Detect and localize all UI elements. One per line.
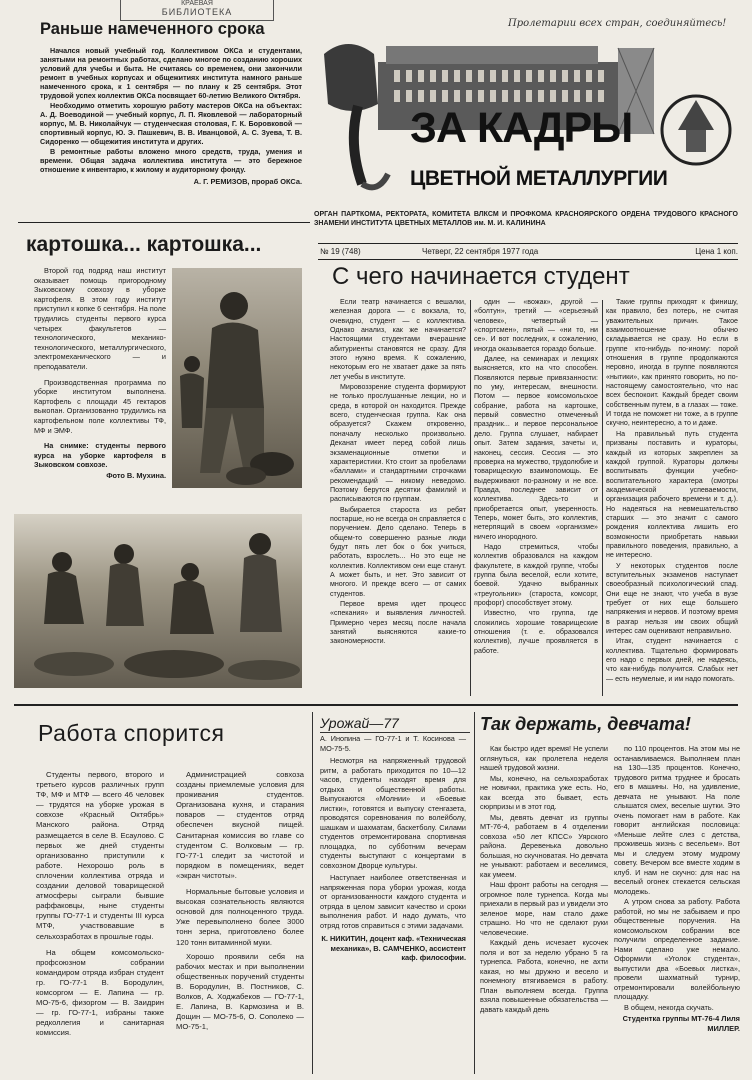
article-girls-col2-p2: А утром снова за работу. Работа работой, но мы не забываем и про общественные поручения. На комсомольском собрании все получили определенное задание. Нами сделано уже немало. Оформили «Уголок студента», выпустили два «Боевых листка», провели шахматный турнир, отремонтировали волейбольную площадку.: [614, 897, 740, 1001]
photo-potato-harvest-2: [14, 514, 302, 688]
issue-rule-bottom: [318, 259, 738, 260]
masthead-subtitle: ОРГАН ПАРТКОМА, РЕКТОРАТА, КОМИТЕТА ВЛКСМ И ПРОФКОМА КРАСНОЯРСКОГО ОРДЕНА ТРУДОВОГО КРАСНОГО ЗНАМЕНИ ИНСТИТУТА ЦВЕТНЫХ МЕТАЛЛОВ им. М. И. КАЛИНИНА: [314, 211, 738, 228]
article-potato-text: [34, 266, 166, 480]
stamp-line-1: КРАЕВАЯ: [181, 0, 213, 7]
article-student-col2-p1: один — «вожак», другой — «болтун», третий — «серьезный человек», четвертый — «спортсмен», пятый — «ни то, ни се». И вот последних, к сожалению, иногда оказывается гораздо больше.: [474, 298, 598, 353]
stamp-line-2: БИБЛИОТЕКА: [161, 7, 233, 17]
issue-rule-top: [318, 243, 738, 244]
article-student-col3-p4: Итак, студент начинается с коллектива. Тщательно формировать его надо с первых дней, не надеясь, что как-нибудь получится. Слабых нет — есть неумелые, и им надо помогать.: [606, 637, 738, 683]
article-work-col1-p1: Студенты первого, второго и третьего курсов различных групп ТФ, МФ и МТФ — всего 46 человек — трудятся на уборке урожая в совхозе «Красный Октябрь» Манского района. Отряд размещается в селе В. Есаулово. С первых же дней студенты организованно приступили к работе. Нехорошо роль в сплочении коллектива отряда и создании деловой товарищеской атмосферы сыграли бывшие раффаковцы, ныне студенты группы ГО-77-1 и студенты III курса МТФ, участвовавшие в сельхозработах в прошлые годы.: [36, 770, 164, 941]
article-potato-p2: Производственная программа по уборке институтом выполнена. Картофель с площади 45 гектаров выкопан. Организованно трудились на картофельном поле коллективы ТФ, МФ и ЭМФ.: [34, 377, 166, 435]
article-early-title: Раньше намеченного срока: [40, 20, 265, 38]
article-girls-col1-p4: Наш фронт работы на сегодня — огромное поле турнепса. Когда мы приехали в первый раз и увидели это зеленое море, нам стало даже страшно. Но что не сделают руки человеческие.: [480, 880, 608, 937]
article-potato-p1: Второй год подряд наш институт оказывает помощь пригородному Зыковскому совхозу в уборке картофеля. В этом году институт приступил к копке 6 сентября. На поле трудились студенты первого курса четырех факультетов — технологического, механико-технологического, металлургического, электромеханического — и преподаватели.: [34, 266, 166, 371]
photo-potato-harvest-1: [172, 268, 302, 488]
article-girls-col1-p1: Как быстро идет время! Не успели оглянуться, как пролетела неделя нашей трудовой жизни.: [480, 744, 608, 772]
article-harvest-names: А. Инопина — ГО-77-1 и Т. Косинова — МО-75-5.: [320, 734, 466, 753]
article-early-completion: [40, 18, 302, 187]
article-girls-col1-p3: Мы, девять девчат из группы МТ-76-4, работаем в 4 отделении совхоза «50 лет КПСС» Уярского района. Деревенька довольно большая, но скучноватая. Но девчата не унывают: работаем и веселимся, как умеем.: [480, 812, 608, 879]
article-harvest-p1: Несмотря на напряженный трудовой ритм, а работать приходится по 10—12 часов, студенты находят время для отдыха и общественной работы. Выпускаются «Молнии» и «Боевые листки», готовятся и выпуску стенгазета, проводятся соревнования по волейболу, шашкам и шахматам, баскетболу. Силами студентов отремонтирована спортивная площадка, по субботним вечерам студенты выступают с концертами в совхозном Дворце культуры.: [320, 756, 466, 870]
article-early-p2: Необходимо отметить хорошую работу мастеров ОКСа на объектах: А. Д. Воеводиной — учебный корпус, Л. П. Яковлевой — лабораторный корпус, М. В. Николайчук — студенческая столовая, Г. К. Боровковой — спортивный корпус, Ю. Э. Пашкевич, В. В. Иванцовой, А. С. Зуева, Т. В. Сидоренко — общежития института и других.: [40, 101, 302, 146]
column-rule: [474, 712, 475, 1074]
column-rule: [312, 712, 313, 1074]
article-work-col1: [36, 770, 164, 1039]
masthead-title-line1: ЗА КАДРЫ: [410, 104, 633, 152]
article-harvest-text: [320, 734, 466, 963]
article-girls-signature: Студентка группы МТ-76-4 Лиля МИЛЛЕР.: [622, 1014, 740, 1033]
article-work-col2-p1: Администрацией совхоза созданы приемлемые условия для проживания студентов. Организована кухня, и старания поваров — студентов отряд обеспечен вкусной пищей. Санитарная комиссия во главе со студентом С. Волковым — гр. ГО-77-1 следит за чистотой и порядком в помещениях, ведет «экран чистоты».: [176, 770, 304, 880]
article-work-col2: [176, 770, 304, 1033]
article-student-col1-p1: Если театр начинается с вешалки, железная дорога — с вокзала, то, очевидно, студент — с коллектива. Однако анализ, как же начинается? Настоящими студентами вчерашние абитуриенты становятся не сразу. Для этого нужно время. К сожалению, некоторым его не хватает даже за пять лет учебы в институте.: [330, 298, 466, 381]
article-student-col2: [474, 298, 598, 657]
issue-line: [318, 246, 738, 258]
article-work-col1-p2: На общем комсомольско-профсоюзном собрании командиром отряда избран студент гр. ГО-77-1 В. Бородулин, комсоргом — Е. Лапина — гр. МО-75-6, физоргом — В. Заидрин — гр. ГО-77-1, избраны также редколлегия и санитарная комиссия.: [36, 947, 164, 1038]
article-girls-col1-p5: Каждый день исчезает кусочек поля и вот за неделю убрано 5 га турнепса. Работа, конечно, не ахти какая, но мы дружно и весело и понемногу втягиваемся в работу. План выполняем всегда. Группа взяла повышенные обязательства — давать каждый день: [480, 938, 608, 1014]
article-early-p3: В ремонтные работы вложено много средств, труда, умения и времени. Общая задача коллектива института — это бережное отношение к инвентарю, к жилому и аудиторному фонду.: [40, 147, 302, 174]
motto: Пролетарии всех стран, соединяйтесь!: [508, 18, 727, 29]
masthead: [314, 14, 738, 240]
article-girls-col2-p3: В общем, некогда скучать.: [624, 1002, 714, 1012]
article-student-col3-p2: На правильный путь студента призваны поставить и кураторы, каждый из которых закреплен за каждой группой. Кураторы должны воспитывать функции учебно-воспитательного характера (смотры академической успеваемости, организация рабочего времени и т. д.). Но надеяться на невмешательство старших — это значит с самого рождения коллектива лишить его возможности приобретать навыки правильного поведения, правильно, а не интересно.: [606, 429, 738, 560]
article-student-col3: [606, 298, 738, 685]
article-girls-col2: [614, 744, 740, 1033]
article-harvest-signature: К. НИКИТИН, доцент каф. «Техническая механика», В. САМЧЕНКО, ассистент каф. философии.: [321, 934, 466, 962]
article-student-col2-p3: Надо стремиться, чтобы коллектив образовался на каждом факультете, в каждой группе, чтобы группа была веселой, если хотите, боевой. Удачно выбранных «треугольник» (староста, комсорг, профорг) способствует этому.: [474, 542, 598, 607]
issue-price: Цена 1 коп.: [695, 247, 738, 256]
article-harvest-title: Урожай—77: [320, 714, 470, 733]
column-rule: [602, 300, 603, 696]
article-harvest-p2: Наступает наиболее ответственная и напряженная пора уборки урожая, когда от организованности каждого студента и отряда в целом зависит качество и сроки выполнения работ. И надо думать, что отряд готов справиться с этими задачами.: [320, 873, 466, 930]
issue-date: Четверг, 22 сентября 1977 года: [422, 247, 539, 256]
column-rule: [470, 300, 471, 696]
article-student-title: С чего начинается студент: [332, 263, 630, 290]
article-student-col2-p4: Известно, что группа, где сложились хорошие товарищеские отношения (т. е. образовался коллектив), лучше проявляется в работе.: [474, 609, 598, 655]
article-student-col3-p3: У некоторых студентов после вступительных экзаменов наступает своеобразный психологический спад. Они еще не знают, что учеба в вузе требует от них еще большего напряжения и нервов. И поэтому время в разгар нельзя им своих общий интерес сам оценивают неправильно.: [606, 561, 738, 636]
article-student-col1-p2: Мировоззрение студента формируют не только прослушанные лекции, но и среда, в которой он находится. Прежде всего, студенческая группа. Как она образуется? Скажем откровенно, поначалу несколько произвольно. Деканат имеет перед собой лишь экзаменационные отметки и характеристики. Кто стоит за пробелами «баллами» и стандартными строчками рекомендаций — никому неведомо. Поэтому берутся десятки фамилий и расписываются по группам.: [330, 383, 466, 504]
article-early-signature: А. Г. РЕМИЗОВ, прораб ОКСа.: [193, 177, 302, 186]
article-student-col1-p4: Первое время идет процесс «спекания» и выявления личностей. Примерно через месяц после начала занятий выясняются какие-то закономерности.: [330, 600, 466, 646]
article-potato-photo-credit: Фото В. Мухина.: [106, 470, 166, 480]
article-girls-col2-p1: по 110 процентов. На этом мы не останавливаемся. Выполняем план на 130—135 процентов. Конечно, трудового ритма труднее и бросать его в машины. Но, на удивление, девчата не унывают. На поле слышатся смех, веселые шутки. Это очень помогает нам в работе. Как говорит английская пословица: «Меньше лейте слез с детства, проживешь жизнь с весельем». Вот мы и следуем этому мудрому совету. Вечером все вместе ходим в клуб. И нам не скучно: для нас на веселый огонек стекается сельская молодежь.: [614, 744, 740, 896]
section-divider: [14, 704, 738, 706]
article-work-col2-p3: Хорошо проявили себя на рабочих местах и при выполнении общественных поручений студенты В. Бородулин, В. Постников, С. Волков, А. Ходжабеков — ГО-77-1, Е. Лапина, В. Кармозина и В. Дощин — МО-75-6, О. Сополеко — МО-75-1,: [176, 951, 304, 1032]
article-girls-col1-p2: Мы, конечно, на сельхозработах не новички, практика уже есть. Но, как всегда это бывает, есть сюрпризы и в этот год.: [480, 773, 608, 811]
article-student-col1-p3: Выбирается староста из ребят постарше, но не всегда он справляется с поручением. Дело сделано. Теперь в общем-то совершенно разные люди будут пять лет бок о бок учиться, работать, взрослеть... Но это еще не коллектив. Коллективом они еще станут. А может быть, и нет. Это зависит от многого. И прежде всего — от самих студентов.: [330, 505, 466, 598]
article-girls-col1: [480, 744, 608, 1015]
article-student-col2-p2: Далее, на семинарах и лекциях выясняется, кто на что способен. Появляются первые привязанности: по уму, интересам, внешности. Потом — первое комсомольское собрание, работа на картошке, первый совместно отмеченный праздник... и первое персональное дело. Группа слушает, набирает опыт. Затем задания, зачеты и, наконец, сессия. Сессия — это проверка на мужество, трудолюбие и товарищескую взаимопомощь. Ее выдерживают по-разному и не все. Правда, последнее зависит от коллектива. Здесь-то и приобретается опыт, уверенность. Теперь, может быть, это коллектив, нетерпящий в своем «организме» ничего инородного.: [474, 355, 598, 541]
article-girls-title: Так держать, девчата!: [480, 714, 691, 734]
article-early-p1: Начался новый учебный год. Коллективом ОКСа и студентами, занятыми на ремонтных работах, сделано многое по созданию хороших условий для учебы и быта. Не считаясь со временем, они закончили ремонт в учебных корпусах и общежитиях института намного раньше намеченного срока, к 1 сентября — по плану к 25 сентября. Этот трудовой успех коллектив ОКСа посвящает 60-летию Великого Октября.: [40, 46, 302, 100]
article-student-col1: [330, 298, 466, 648]
issue-number: № 19 (748): [320, 247, 361, 256]
masthead-title-line2: ЦВЕТНОЙ МЕТАЛЛУРГИИ: [410, 167, 668, 190]
article-student-col3-p1: Такие группы приходят к финишу, как правило, без потерь, не считая уважительных причин. Такое взаимоотношение обычно складывается не сразу. Но если в группе кто-нибудь по-иному: порой отношения в группе продолжаются неровно, иногда в группе появляются «нытики», как принято говорить, но по-настоящему самостоятельно, что нас всех беспокоит. Каждый бредет своим собственным путем, в а глазах — тоже. И тогда не поможет ни тоже, а в группе скучно, неинтересно, а то и даже.: [606, 298, 738, 428]
article-work-col2-p2: Нормальные бытовые условия и высокая сознательность являются основой для полноценного труда. Уже перевыполнено более 3000 тонн зерна, приготовлено более 120 тонн витаминной муки.: [176, 887, 304, 947]
article-potato-title: картошка... картошка...: [26, 233, 262, 256]
divider: [18, 222, 310, 223]
article-potato-caption: На снимке: студенты первого курса на уборке картофеля в Зыковском совхозе.: [34, 441, 166, 470]
article-work-title: Работа спорится: [38, 720, 225, 746]
